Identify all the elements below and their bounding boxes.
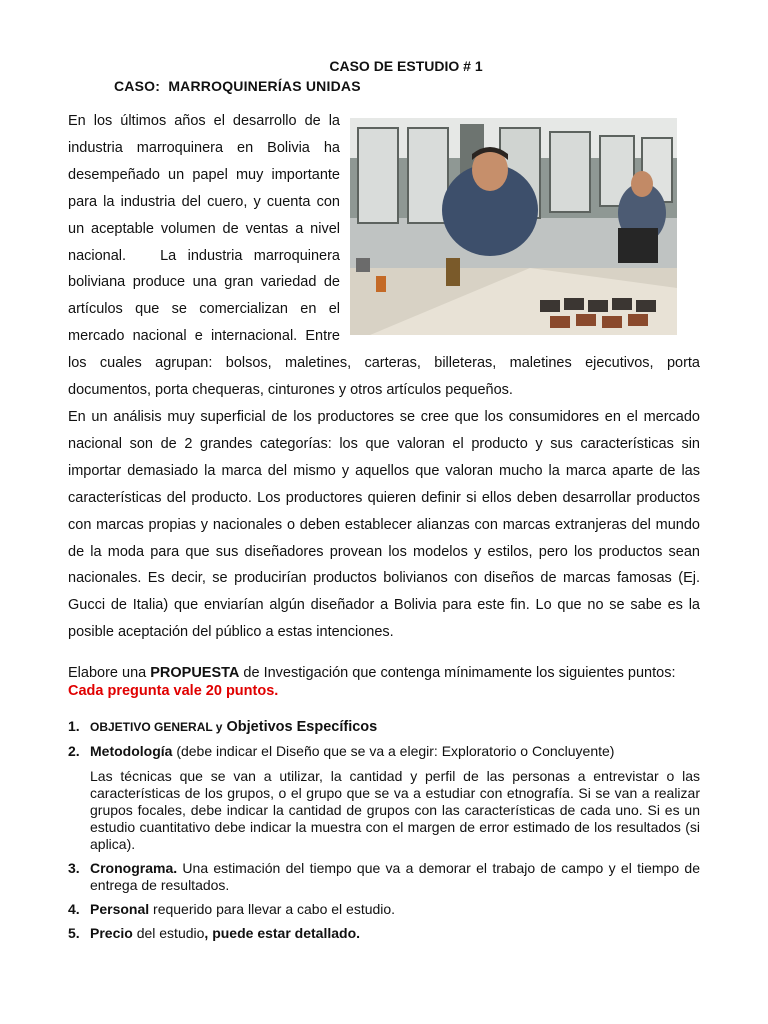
case-label: CASO: [114, 78, 161, 94]
intro-column [68, 108, 340, 350]
intro-line: los cuales agrupan: bolsos, maletines, carteras, billeteras, maletines ejecutivos, porta [68, 355, 700, 372]
intro-line: un aceptable volumen de ventas a nivel [68, 220, 340, 237]
intro-line: artículos que se comercializan en el [68, 301, 340, 318]
intro-line: nacional. La industria marroquinera [68, 247, 340, 264]
list-item [68, 925, 700, 942]
case-name: MARROQUINERÍAS UNIDAS [168, 78, 361, 94]
intro-line: desempeñado un papel muy importante [68, 166, 340, 183]
intro-line: industria marroquinera en Bolivia ha [68, 139, 340, 156]
list-item [68, 860, 700, 894]
list-item [68, 743, 700, 853]
intro-line: mercado nacional e internacional. Entre [68, 328, 340, 345]
intro-section [68, 108, 700, 646]
item-text: del estudio [132, 925, 205, 941]
intro-line: documentos, porta chequeras, cinturones y otros artículos pequeños. [68, 382, 513, 399]
prompt-text-pre: Elabore una [68, 665, 151, 681]
item-tail: , puede estar detallado. [204, 925, 361, 941]
item-number: 4. [68, 901, 80, 917]
points-note: Cada pregunta vale 20 puntos. [68, 683, 279, 699]
item-heading: Cronograma. [90, 860, 178, 876]
item-number: 2. [68, 743, 80, 759]
prompt-text-post: de Investigación que contenga mínimamente los siguientes puntos: [239, 665, 676, 681]
item-detail: Las técnicas que se van a utilizar, la cantidad y perfil de las personas a entrevistar o las características de los grupos, o el grupo que se va a estudiar con etnografía. Si se van a realizar grupos focales, debe indicar la cantidad de grupos con las características de cada uno. Si es un estudio cuantitativo debe indicar la muestra con el margen de error estimado de los resultados (si aplica). [90, 768, 700, 852]
case-heading [114, 78, 361, 94]
analysis-paragraph: En un análisis muy superficial de los productores se cree que los consumidores en el mercado nacional son de 2 grandes categorías: los que valoran el producto y sus características sin importar demasiado la marca del mismo y aquellos que valoran mucho la marca aparte de las características del producto. Los productores quieren definir si ellos deben desarrollar productos con marcas propias y nacionales o deben establecer alianzas con marcas extranjeras del mundo de la moda para que sus diseñadores provean los modelos y estilos, pero los productos sean nacionales. Es decir, se producirían productos bolivianos con diseños de marcas famosas (Ej. Gucci de Italia) que enviarían algún diseñador a Bolivia para este fin. Lo que no se sabe es la posible aceptación del público a estas intenciones. [68, 408, 700, 641]
item-text: requerido para llevar a cabo el estudio. [149, 901, 396, 917]
list-item [68, 718, 700, 736]
list-item [68, 901, 700, 918]
assignment-prompt [68, 664, 708, 700]
item-heading-small: OBJETIVO GENERAL y [90, 720, 223, 734]
item-heading: Metodología [90, 743, 173, 759]
intro-line: En los últimos años el desarrollo de la [68, 113, 340, 129]
item-text: (debe indicar el Diseño que se va a elegir: Exploratorio o Concluyente) [172, 743, 615, 759]
intro-line: para la industria del cuero, y cuenta con [68, 193, 340, 210]
item-heading: Objetivos Específicos [222, 719, 378, 735]
item-text: Una estimación del tiempo que va a demorar el trabajo de campo y el tiempo de entrega de resultados. [90, 860, 700, 893]
item-heading: Personal [90, 901, 150, 917]
intro-line: boliviana produce una gran variedad de [68, 274, 340, 291]
item-number: 1. [68, 718, 80, 734]
item-number: 3. [68, 860, 80, 876]
document-title: CASO DE ESTUDIO # 1 [329, 58, 483, 74]
prompt-keyword: PROPUESTA [150, 665, 240, 681]
item-number: 5. [68, 925, 80, 941]
item-heading: Precio [90, 925, 133, 941]
requirements-list [68, 718, 700, 949]
